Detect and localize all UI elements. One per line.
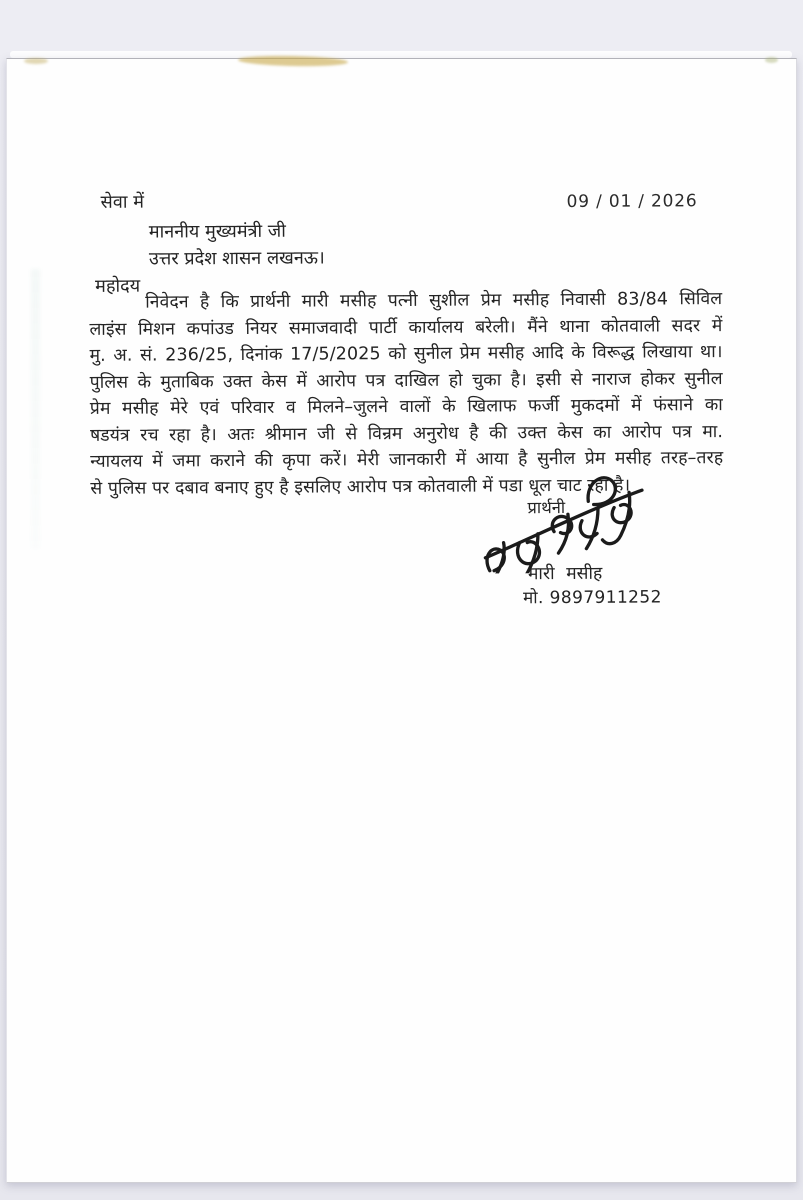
body-line: षडयंत्र रच रहा है। अतः श्रीमान जी से विन्रम अनुरोध है की उक्त केस का आरोप पत्र मा. [89,421,724,446]
body-line: प्रेम मसीह मेरे एवं परिवार व मिलने–जुलने वालों के खिलाफ फर्जी मुकदमों में फंसाने का [89,395,723,419]
letter-date: 09 / 01 / 2026 [566,191,698,212]
tape-stain [765,57,778,63]
body-line: लाइंस मिशन कपांउड नियर समाजवादी पार्टी कार्यालय बरेली। मैंने थाना कोतवाली सदर में [89,315,723,340]
recipient-line-1: माननीय मुख्यमंत्री जी [148,220,286,243]
applicant-phone: मो. 9897911252 [523,587,662,609]
letter-content [6,57,802,1185]
body-line: पुलिस के मुताबिक उक्त केस में आरोप पत्र दाखिल हो चुका है। इसी से नाराज होकर सुनील [89,368,723,393]
applicant-label: प्रार्थनी [527,498,566,518]
letter-page [6,58,797,1183]
applicant-name: मारी मसीह [527,563,603,585]
letter-body [89,286,723,502]
greeting: महोदय [95,275,141,297]
handwritten-signature [476,474,649,573]
recipient-line-2: उत्तर प्रदेश शासन लखनऊ। [148,247,325,270]
salutation: सेवा में [100,191,145,213]
body-line: मु. अ. सं. 236/25, दिनांक 17/5/2025 को सुनील प्रेम मसीह आदि के विरूद्ध लिखाया था। [89,342,723,366]
tape-stain [24,58,48,64]
body-line: से पुलिस पर दबाव बनाए हुए है इसलिए आरोप पत्र कोतवाली में पडा धूल चाट रहा है। [90,475,631,499]
body-line: न्यायलय में जमा कराने की कृपा करें। मेरी जानकारी में आया है सुनील प्रेम मसीह तरह–तरह [90,448,724,472]
body-line: निवेदन है कि प्रार्थनी मारी मसीह पत्नी सुशील प्रेम मसीह निवासी 83/84 सिविल [145,289,723,313]
